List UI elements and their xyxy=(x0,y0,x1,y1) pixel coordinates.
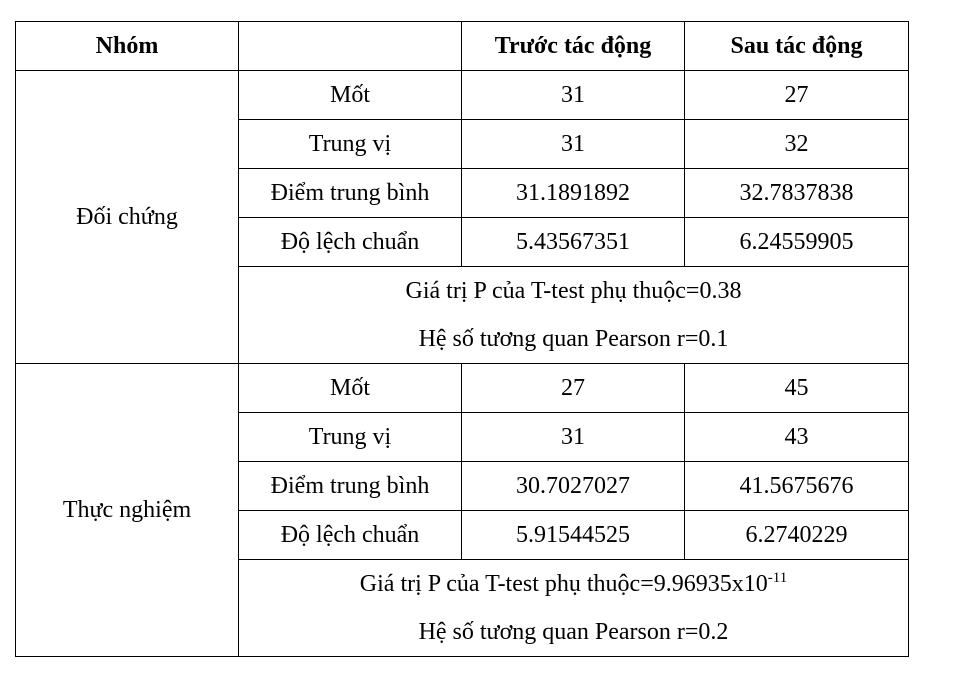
value-before: 31 xyxy=(462,413,685,462)
value-before: 5.91544525 xyxy=(462,511,685,560)
header-metric xyxy=(239,22,462,71)
row-label: Điểm trung bình xyxy=(239,169,462,218)
value-before: 31 xyxy=(462,71,685,120)
header-before: Trước tác động xyxy=(462,22,685,71)
pearson-text: Hệ số tương quan Pearson r=0.2 xyxy=(418,619,729,645)
value-after: 32.7837838 xyxy=(685,169,909,218)
value-before: 31 xyxy=(462,120,685,169)
row-label: Mốt xyxy=(239,364,462,413)
header-group: Nhóm xyxy=(16,22,239,71)
value-after: 32 xyxy=(685,120,909,169)
summary-cell-experimental xyxy=(239,560,909,657)
statistics-table xyxy=(15,21,909,657)
value-after: 6.24559905 xyxy=(685,218,909,267)
value-after: 43 xyxy=(685,413,909,462)
p-value-text: Giá trị P của T-test phụ thuộc=9.96935x10 xyxy=(359,571,768,597)
p-value-exponent: -11 xyxy=(767,570,788,586)
group-name-control: Đối chứng xyxy=(16,71,239,364)
group-name-experimental: Thực nghiệm xyxy=(16,364,239,657)
row-label: Độ lệch chuẩn xyxy=(239,218,462,267)
header-after: Sau tác động xyxy=(685,22,909,71)
row-label: Điểm trung bình xyxy=(239,462,462,511)
p-value-line xyxy=(239,560,908,608)
row-label: Mốt xyxy=(239,71,462,120)
pearson-text: Hệ số tương quan Pearson r=0.1 xyxy=(418,326,729,352)
value-after: 27 xyxy=(685,71,909,120)
value-before: 5.43567351 xyxy=(462,218,685,267)
value-before: 30.7027027 xyxy=(462,462,685,511)
summary-cell-control xyxy=(239,267,909,364)
row-label: Trung vị xyxy=(239,413,462,462)
p-value-text: Giá trị P của T-test phụ thuộc=0.38 xyxy=(405,278,742,304)
value-after: 45 xyxy=(685,364,909,413)
value-before: 31.1891892 xyxy=(462,169,685,218)
value-before: 27 xyxy=(462,364,685,413)
value-after: 6.2740229 xyxy=(685,511,909,560)
header-row xyxy=(16,22,909,71)
row-label: Trung vị xyxy=(239,120,462,169)
table-row xyxy=(16,364,909,413)
row-label: Độ lệch chuẩn xyxy=(239,511,462,560)
value-after: 41.5675676 xyxy=(685,462,909,511)
table-row xyxy=(16,71,909,120)
